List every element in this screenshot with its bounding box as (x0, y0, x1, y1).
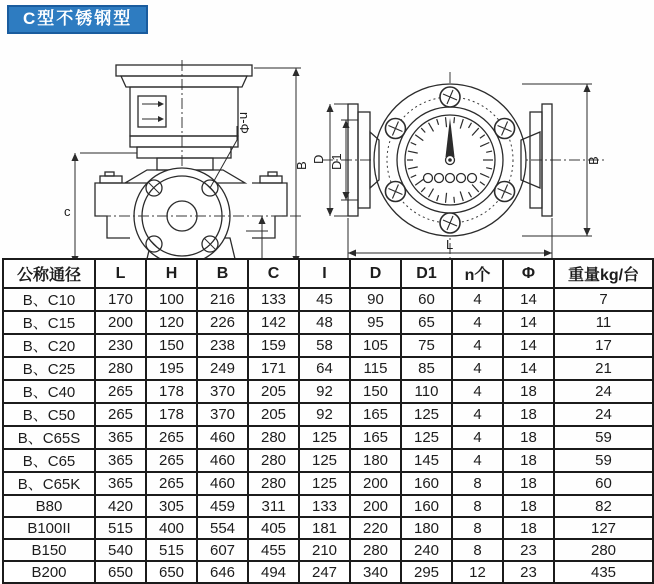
table-cell: 82 (554, 495, 653, 517)
dim-label-front-B: B (294, 161, 309, 170)
table-cell: 100 (146, 288, 197, 311)
table-cell: 142 (248, 311, 299, 334)
table-cell: 14 (503, 357, 554, 380)
table-cell: 370 (197, 380, 248, 403)
table-cell: 4 (452, 380, 503, 403)
table-cell: B、C65 (3, 449, 95, 472)
table-row (3, 539, 653, 561)
table-cell: 7 (554, 288, 653, 311)
table-cell: 85 (401, 357, 452, 380)
table-cell: 195 (146, 357, 197, 380)
spec-table-head-row (3, 259, 653, 288)
table-cell: 59 (554, 449, 653, 472)
table-cell: 115 (350, 357, 401, 380)
table-cell: 21 (554, 357, 653, 380)
table-cell: 650 (95, 561, 146, 583)
table-row (3, 561, 653, 583)
table-cell: 23 (503, 539, 554, 561)
table-cell: 24 (554, 403, 653, 426)
table-cell: 92 (299, 380, 350, 403)
table-cell: B、C40 (3, 380, 95, 403)
table-row (3, 334, 653, 357)
table-cell: 92 (299, 403, 350, 426)
column-header: 公称通径 (3, 259, 95, 288)
table-cell: 4 (452, 357, 503, 380)
table-row (3, 449, 653, 472)
table-cell: 171 (248, 357, 299, 380)
table-row (3, 288, 653, 311)
table-cell: 280 (554, 539, 653, 561)
table-cell: 370 (197, 403, 248, 426)
column-header: D1 (401, 259, 452, 288)
table-cell: 181 (299, 517, 350, 539)
table-cell: 365 (95, 449, 146, 472)
table-cell: 125 (299, 426, 350, 449)
table-cell: 455 (248, 539, 299, 561)
table-cell: 265 (95, 403, 146, 426)
table-cell: 280 (248, 449, 299, 472)
table-cell: 145 (401, 449, 452, 472)
table-cell: B80 (3, 495, 95, 517)
table-cell: 650 (146, 561, 197, 583)
table-cell: 159 (248, 334, 299, 357)
column-header: 重量kg/台 (554, 259, 653, 288)
table-cell: 178 (146, 380, 197, 403)
column-header: Φ (503, 259, 554, 288)
table-cell: 460 (197, 472, 248, 495)
column-header: n个 (452, 259, 503, 288)
spec-table (2, 258, 654, 584)
table-cell: 160 (401, 495, 452, 517)
table-cell: 240 (401, 539, 452, 561)
column-header: B (197, 259, 248, 288)
table-cell: B、C65K (3, 472, 95, 495)
table-cell: 400 (146, 517, 197, 539)
table-cell: 646 (197, 561, 248, 583)
table-cell: 60 (401, 288, 452, 311)
dim-label-n-phi: n-Φ (237, 112, 252, 134)
table-cell: 280 (95, 357, 146, 380)
table-cell: 75 (401, 334, 452, 357)
table-cell: 180 (350, 449, 401, 472)
table-cell: 18 (503, 426, 554, 449)
table-cell: 247 (299, 561, 350, 583)
table-cell: 160 (401, 472, 452, 495)
table-cell: 515 (95, 517, 146, 539)
table-cell: 125 (401, 403, 452, 426)
table-row (3, 472, 653, 495)
table-cell: 305 (146, 495, 197, 517)
table-row (3, 357, 653, 380)
table-row (3, 311, 653, 334)
table-cell: 435 (554, 561, 653, 583)
table-cell: 18 (503, 380, 554, 403)
dim-label-c: c (64, 204, 71, 219)
table-cell: 48 (299, 311, 350, 334)
table-cell: 265 (146, 449, 197, 472)
table-cell: B、C20 (3, 334, 95, 357)
table-cell: 4 (452, 311, 503, 334)
table-cell: 14 (503, 288, 554, 311)
table-cell: 515 (146, 539, 197, 561)
table-cell: 125 (401, 426, 452, 449)
table-cell: 280 (248, 472, 299, 495)
table-cell: 265 (146, 426, 197, 449)
table-cell: 220 (350, 517, 401, 539)
table-cell: B200 (3, 561, 95, 583)
table-row (3, 517, 653, 539)
table-cell: 8 (452, 517, 503, 539)
spec-table-body (3, 288, 653, 583)
technical-drawings (0, 30, 654, 260)
table-cell: 165 (350, 403, 401, 426)
table-cell: B、C15 (3, 311, 95, 334)
table-cell: 58 (299, 334, 350, 357)
dim-label-side-B: B (586, 156, 601, 165)
column-header: D (350, 259, 401, 288)
table-cell: 200 (95, 311, 146, 334)
dim-label-D1: D1 (329, 153, 344, 170)
table-cell: 18 (503, 472, 554, 495)
dim-label-L: L (446, 237, 454, 252)
table-cell: 60 (554, 472, 653, 495)
table-cell: 18 (503, 495, 554, 517)
table-cell: 8 (452, 495, 503, 517)
table-cell: 460 (197, 426, 248, 449)
table-cell: 4 (452, 334, 503, 357)
table-row (3, 403, 653, 426)
table-cell: 238 (197, 334, 248, 357)
table-cell: 230 (95, 334, 146, 357)
column-header: I (299, 259, 350, 288)
table-cell: 23 (503, 561, 554, 583)
table-cell: 11 (554, 311, 653, 334)
table-cell: 210 (299, 539, 350, 561)
table-cell: 17 (554, 334, 653, 357)
column-header: H (146, 259, 197, 288)
table-cell: 24 (554, 380, 653, 403)
table-cell: 460 (197, 449, 248, 472)
table-cell: 249 (197, 357, 248, 380)
table-cell: B、C10 (3, 288, 95, 311)
table-cell: 125 (299, 472, 350, 495)
table-cell: 205 (248, 380, 299, 403)
table-cell: 8 (452, 539, 503, 561)
table-cell: 178 (146, 403, 197, 426)
table-cell: 133 (299, 495, 350, 517)
table-cell: 405 (248, 517, 299, 539)
table-cell: 340 (350, 561, 401, 583)
table-cell: 554 (197, 517, 248, 539)
table-cell: 14 (503, 334, 554, 357)
table-cell: 4 (452, 288, 503, 311)
table-cell: B100II (3, 517, 95, 539)
table-cell: 295 (401, 561, 452, 583)
table-cell: 150 (146, 334, 197, 357)
table-cell: 150 (350, 380, 401, 403)
table-cell: 45 (299, 288, 350, 311)
table-cell: 265 (146, 472, 197, 495)
table-cell: 226 (197, 311, 248, 334)
table-cell: B150 (3, 539, 95, 561)
column-header: L (95, 259, 146, 288)
table-cell: 4 (452, 403, 503, 426)
table-cell: 280 (248, 426, 299, 449)
table-cell: 65 (401, 311, 452, 334)
table-cell: 95 (350, 311, 401, 334)
table-cell: 216 (197, 288, 248, 311)
table-cell: 4 (452, 449, 503, 472)
dim-label-D: D (311, 154, 326, 164)
table-cell: 18 (503, 449, 554, 472)
table-cell: 311 (248, 495, 299, 517)
table-cell: 8 (452, 472, 503, 495)
table-cell: 607 (197, 539, 248, 561)
table-cell: 540 (95, 539, 146, 561)
table-cell: B、C50 (3, 403, 95, 426)
table-cell: 18 (503, 403, 554, 426)
table-row (3, 495, 653, 517)
table-cell: 125 (299, 449, 350, 472)
table-cell: B、C65S (3, 426, 95, 449)
table-cell: 265 (95, 380, 146, 403)
table-cell: B、C25 (3, 357, 95, 380)
table-cell: 494 (248, 561, 299, 583)
table-cell: 200 (350, 472, 401, 495)
table-cell: 420 (95, 495, 146, 517)
column-header: C (248, 259, 299, 288)
table-cell: 365 (95, 426, 146, 449)
table-cell: 165 (350, 426, 401, 449)
side-view-drawing (311, 72, 606, 260)
table-cell: 105 (350, 334, 401, 357)
table-cell: 459 (197, 495, 248, 517)
table-cell: 120 (146, 311, 197, 334)
table-cell: 280 (350, 539, 401, 561)
table-cell: 180 (401, 517, 452, 539)
table-row (3, 426, 653, 449)
table-cell: 127 (554, 517, 653, 539)
title-badge-label: C型不锈钢型 (23, 9, 133, 28)
table-cell: 64 (299, 357, 350, 380)
table-row (3, 380, 653, 403)
table-cell: 14 (503, 311, 554, 334)
table-cell: 90 (350, 288, 401, 311)
table-cell: 4 (452, 426, 503, 449)
table-cell: 18 (503, 517, 554, 539)
front-view-drawing (64, 60, 309, 260)
table-cell: 110 (401, 380, 452, 403)
table-cell: 133 (248, 288, 299, 311)
table-cell: 200 (350, 495, 401, 517)
table-cell: 365 (95, 472, 146, 495)
table-cell: 12 (452, 561, 503, 583)
table-cell: 205 (248, 403, 299, 426)
table-cell: 170 (95, 288, 146, 311)
table-cell: 59 (554, 426, 653, 449)
